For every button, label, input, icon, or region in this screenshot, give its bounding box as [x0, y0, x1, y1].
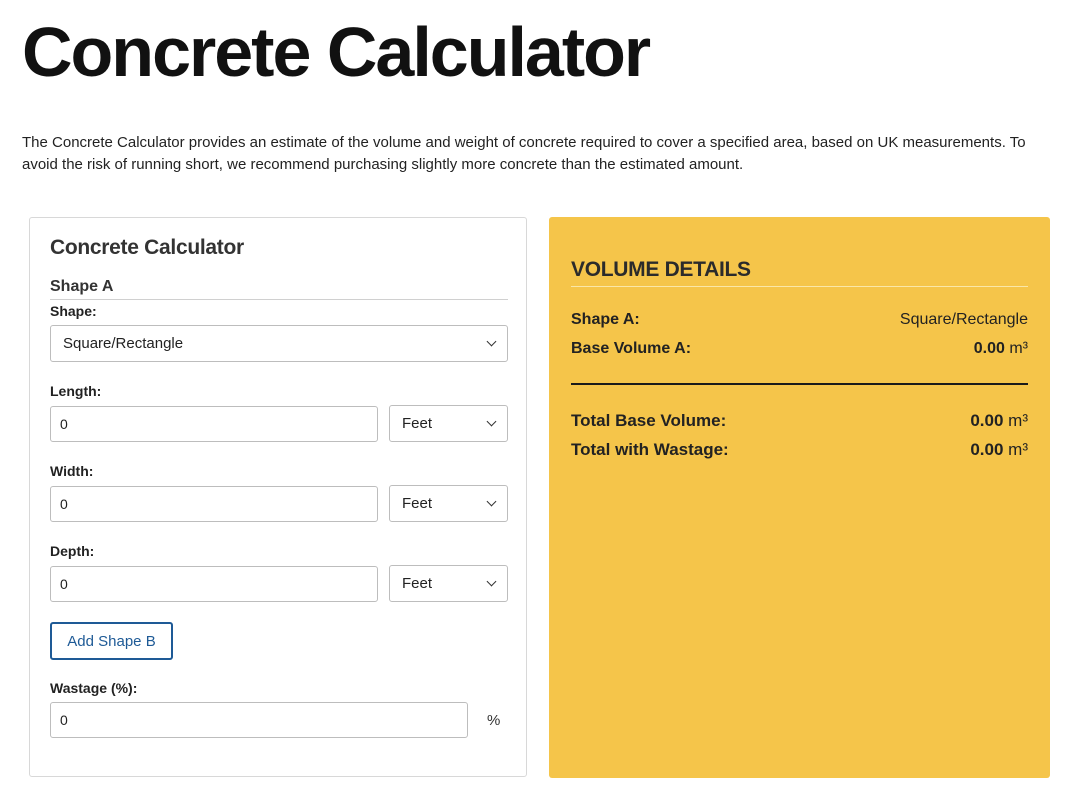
total-base-volume-label: Total Base Volume: — [571, 411, 727, 430]
calculator-title: Concrete Calculator — [50, 236, 244, 259]
depth-label: Depth: — [50, 543, 95, 559]
chevron-down-icon — [487, 417, 497, 427]
results-divider — [571, 383, 1028, 385]
base-volume-a-row — [571, 340, 1028, 358]
depth-input[interactable] — [50, 566, 378, 602]
shape-a-label: Shape A: — [571, 311, 640, 328]
wastage-label: Wastage (%): — [50, 680, 138, 696]
unit-label: m³ — [1009, 340, 1028, 357]
shape-select-value: Square/Rectangle — [63, 335, 184, 352]
length-unit-value: Feet — [402, 415, 433, 432]
volume-details-title: VOLUME DETAILS — [571, 258, 1028, 287]
width-unit-value: Feet — [402, 495, 433, 512]
length-label: Length: — [50, 383, 102, 399]
calculator-card — [29, 217, 527, 777]
percent-symbol: % — [487, 712, 501, 729]
width-unit-select[interactable] — [389, 485, 508, 522]
volume-details-card — [549, 217, 1050, 778]
width-label: Width: — [50, 463, 94, 479]
total-with-wastage-value: 0.00 — [970, 440, 1004, 459]
intro-text: The Concrete Calculator provides an estimate of the volume and weight of concrete required to cover a specified area, based on UK measurements. To avoid the risk of running short, we recommend purchasing slightly more concrete than the estimated amount. — [22, 134, 1026, 173]
length-input[interactable] — [50, 406, 378, 442]
chevron-down-icon — [487, 337, 497, 347]
unit-label: m³ — [1008, 440, 1028, 459]
shape-select[interactable] — [50, 325, 508, 362]
chevron-down-icon — [487, 577, 497, 587]
shape-a-heading: Shape A — [50, 278, 508, 300]
length-unit-select[interactable] — [389, 405, 508, 442]
total-with-wastage-label: Total with Wastage: — [571, 440, 729, 459]
depth-unit-select[interactable] — [389, 565, 508, 602]
total-base-volume-value: 0.00 — [970, 411, 1004, 430]
shape-label: Shape: — [50, 303, 97, 319]
width-input[interactable] — [50, 486, 378, 522]
wastage-input[interactable] — [50, 702, 468, 738]
depth-unit-value: Feet — [402, 575, 433, 592]
total-base-volume-row — [571, 411, 1028, 431]
shape-a-value: Square/Rectangle — [899, 311, 1028, 328]
chevron-down-icon — [487, 497, 497, 507]
total-with-wastage-row — [571, 440, 1028, 460]
unit-label: m³ — [1008, 411, 1028, 430]
page-title: Concrete Calculator — [22, 13, 650, 91]
base-volume-a-label: Base Volume A: — [571, 340, 692, 357]
base-volume-a-value: 0.00 — [973, 340, 1005, 357]
add-shape-b-button[interactable]: Add Shape B — [50, 622, 173, 660]
shape-a-row — [571, 311, 1028, 329]
